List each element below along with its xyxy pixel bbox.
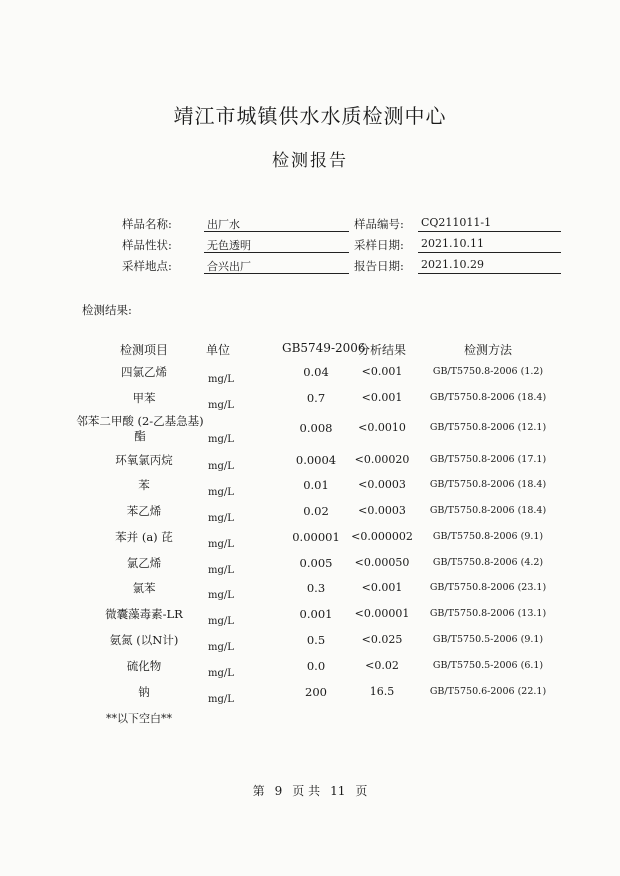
page-mid: 页 共 — [292, 784, 321, 798]
row-result: <0.025 — [361, 633, 403, 646]
row-item: 甲苯 — [132, 391, 156, 405]
row-item: 苯乙烯 — [126, 504, 162, 518]
row-item: 氯苯 — [132, 581, 156, 595]
row-method: GB/T5750.8-2006 (4.2) — [432, 557, 544, 568]
row-result: <0.001 — [361, 581, 403, 594]
row-item: 环氧氯丙烷 — [115, 453, 173, 467]
row-unit: mg/L — [208, 513, 234, 524]
row-item: 苯 — [138, 478, 150, 492]
row-standard: 0.5 — [306, 633, 326, 647]
row-method: GB/T5750.8-2006 (18.4) — [429, 392, 547, 403]
report-date-label: 报告日期: — [354, 259, 404, 273]
row-standard: 0.3 — [306, 581, 326, 595]
row-item: 苯并 (a) 芘 — [115, 530, 173, 544]
row-unit: mg/L — [208, 434, 234, 445]
header-result: 分析结果 — [358, 343, 407, 357]
sampling-date-label: 采样日期: — [354, 238, 404, 252]
row-unit: mg/L — [208, 374, 234, 385]
row-item: 邻苯二甲酸 (2-乙基急基) 酯 — [76, 414, 204, 443]
row-method: GB/T5750.8-2006 (17.1) — [429, 454, 547, 465]
row-standard: 0.0 — [306, 659, 326, 673]
row-result: <0.001 — [361, 365, 403, 378]
row-unit: mg/L — [208, 590, 234, 601]
row-item: 氯乙烯 — [126, 556, 162, 570]
row-standard: 0.02 — [303, 504, 329, 518]
row-standard: 0.00001 — [292, 530, 340, 544]
sample-no-label: 样品编号: — [354, 217, 404, 231]
page-prefix: 第 — [252, 784, 265, 798]
row-result: <0.0010 — [358, 421, 406, 434]
sample-nature-value: 无色透明 — [204, 237, 349, 253]
row-unit: mg/L — [208, 539, 234, 550]
row-standard: 0.005 — [299, 556, 333, 570]
row-result: <0.00001 — [354, 607, 410, 620]
row-unit: mg/L — [208, 694, 234, 705]
row-result: <0.02 — [365, 659, 399, 672]
row-method: GB/T5750.8-2006 (9.1) — [432, 531, 544, 542]
sampling-site-label: 采样地点: — [122, 259, 172, 273]
sample-name-label: 样品名称: — [122, 217, 172, 231]
sample-no-value: CQ211011-1 — [418, 216, 561, 232]
row-item: 钠 — [138, 685, 150, 699]
row-unit: mg/L — [208, 487, 234, 498]
row-standard: 0.008 — [299, 421, 333, 435]
row-method: GB/T5750.8-2006 (18.4) — [429, 479, 547, 490]
row-unit: mg/L — [208, 461, 234, 472]
results-label: 检测结果: — [82, 303, 132, 317]
row-result: <0.0003 — [358, 504, 406, 517]
header-standard: GB5749-2006 — [282, 341, 366, 355]
report-date-value: 2021.10.29 — [418, 258, 561, 274]
blank-below-note: **以下空白** — [106, 712, 172, 725]
page-footer — [0, 782, 620, 799]
header-item: 检测项目 — [120, 343, 169, 357]
report-title: 检测报告 — [272, 151, 348, 171]
row-standard: 0.04 — [303, 365, 329, 379]
header-method: 检测方法 — [464, 343, 513, 357]
row-result: <0.00020 — [354, 453, 410, 466]
sample-nature-label: 样品性状: — [122, 238, 172, 252]
row-method: GB/T5750.8-2006 (13.1) — [429, 608, 547, 619]
row-unit: mg/L — [208, 668, 234, 679]
row-standard: 0.0004 — [295, 453, 337, 467]
row-result: <0.00050 — [354, 556, 410, 569]
row-item: 硫化物 — [126, 659, 162, 673]
row-result: <0.001 — [361, 391, 403, 404]
row-standard: 0.7 — [306, 391, 326, 405]
row-method: GB/T5750.6-2006 (22.1) — [429, 686, 547, 697]
row-result: 16.5 — [369, 685, 395, 698]
row-result: <0.000002 — [351, 530, 413, 543]
row-method: GB/T5750.8-2006 (1.2) — [432, 366, 544, 377]
row-unit: mg/L — [208, 565, 234, 576]
row-item: 四氯乙烯 — [121, 365, 167, 379]
organization-title: 靖江市城镇供水水质检测中心 — [173, 104, 447, 128]
row-method: GB/T5750.8-2006 (18.4) — [429, 505, 547, 516]
row-standard: 200 — [305, 685, 327, 699]
row-standard: 0.01 — [303, 478, 329, 492]
sampling-site-value: 合兴出厂 — [204, 258, 349, 274]
row-unit: mg/L — [208, 400, 234, 411]
row-item: 微囊藻毒素-LR — [105, 607, 183, 621]
sampling-date-value: 2021.10.11 — [418, 237, 561, 253]
row-result: <0.0003 — [358, 478, 406, 491]
page-total: 11 — [330, 784, 346, 798]
row-item: 氨氮 (以N计) — [109, 633, 179, 647]
row-method: GB/T5750.8-2006 (12.1) — [429, 422, 547, 433]
row-method: GB/T5750.5-2006 (9.1) — [432, 634, 544, 645]
row-method: GB/T5750.8-2006 (23.1) — [429, 582, 547, 593]
page-suffix: 页 — [355, 784, 368, 798]
header-unit: 单位 — [206, 343, 231, 357]
sample-name-value: 出厂水 — [204, 216, 349, 232]
row-unit: mg/L — [208, 616, 234, 627]
page-current: 9 — [274, 784, 283, 798]
row-unit: mg/L — [208, 642, 234, 653]
row-method: GB/T5750.5-2006 (6.1) — [432, 660, 544, 671]
row-standard: 0.001 — [299, 607, 333, 621]
